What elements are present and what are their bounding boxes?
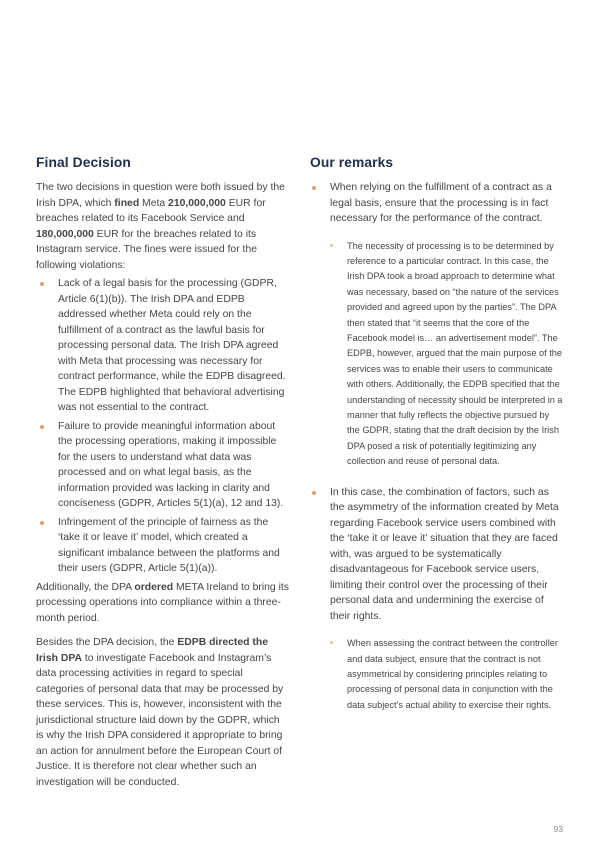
compliance-order-paragraph: Additionally, the DPA ordered META Ireland to bring its processing operations into compliance within a three-month period. [36,581,289,624]
decision-intro-paragraph: The two decisions in question were both issued by the Irish DPA, which fined Meta 210,000,000 EUR for breaches related to its Facebook Service and 180,000,000 EUR for the breaches related to its Instagram service. The fines were issued for the following violations: [36,182,285,271]
violation-text: Failure to provide meaningful information about the processing operations, making it impossible for the users to understand what data was processed and on what legal basis, as the information provided was lacking in clarity and conciseness (GDPR, Articles 5(1)(a), 12 and 13). [58,420,284,509]
violation-item-transparency [36,419,290,512]
sub-bullet-icon [330,641,333,644]
our-remarks-section [310,155,564,728]
remark-text: The necessity of processing is to be determined by reference to a particular contract. In this case, the Irish DPA took a broad approach to determine what was necessary, based on “the nature of the services provided and agreed upon by the parties”. The DPA then stated that “it seems that the core of the Facebook model is… an advertisement model”. The EDPB, however, argued that the main purpose of the services was to enable their users to communicate with others. Additionally, the EDPB specified that the understanding of necessity should be interpreted in a manner that fully reflects the objective pursued by the GDPR, stating that the draft decision by the Irish DPA posed a risk of potentially legitimizing any collection and reuse of personal data. [347,240,563,467]
edpb-direction-paragraph: Besides the DPA decision, the EDPB directed the Irish DPA to investigate Facebook and Instagram’s data processing activities in regard to special categories of personal data that may be processed by these services. This is, however, inconsistent with the jurisdictional structure laid down by the GDPR, which is why the Irish DPA considered it appropriate to bring an action for annulment before the European Court of Justice. It is therefore not clear whether such an investigation will be conducted. [36,637,284,788]
bullet-icon [40,521,44,525]
violation-text: Lack of a legal basis for the processing (GDPR, Article 6(1)(b)). The Irish DPA and EDPB addressed whether Meta could rely on the fulfillment of a contract as the lawful basis for processing personal data. The Irish DPA agreed with Meta that processing was necessary for contract performance, while the EDPB disagreed. The EDPB highlighted that behavioral advertising was not essential to the contract. [58,278,286,413]
page-number: 93 [553,824,563,834]
remark-item-contract-necessity [310,180,564,227]
bullet-icon [40,425,44,429]
remark-text: When assessing the contract between the controller and data subject, ensure that the contract is not asymmetrical by considering principles relating to processing of personal data in conjunction with the data subject’s actual ability to exercise their rights. [347,638,558,710]
bullet-icon [40,282,44,286]
remark-text: In this case, the combination of factors, such as the asymmetry of the information created by Meta regarding Facebook service users combined with the ‘take it or leave it’ situation that they are faced with, was argued to be systematically disadvantageous for Facebook service users, limiting their control over the processing of their personal data and undermining the exercise of their rights. [330,486,559,622]
final-decision-heading: Final Decision [36,155,131,170]
final-decision-section [36,155,290,793]
violation-item-legal-basis [36,276,290,416]
remark-item-asymmetry [310,485,564,625]
violation-text: Infringement of the principle of fairness as the ‘take it or leave it’ model, which created a significant imbalance between the platforms and their users (GDPR, Article 5(1)(a)). [58,516,280,574]
remark-subitem-contract-assessment [310,636,564,713]
our-remarks-heading: Our remarks [310,155,394,170]
violation-item-fairness [36,515,290,577]
bullet-icon [312,491,316,495]
remark-subitem-necessity-detail [310,239,564,470]
violations-list [36,276,290,577]
remark-text: When relying on the fulfillment of a contract as a legal basis, ensure that the processing is in fact necessary for the performance of the contract. [330,182,552,224]
sub-bullet-icon [330,244,333,247]
bullet-icon [312,186,316,190]
